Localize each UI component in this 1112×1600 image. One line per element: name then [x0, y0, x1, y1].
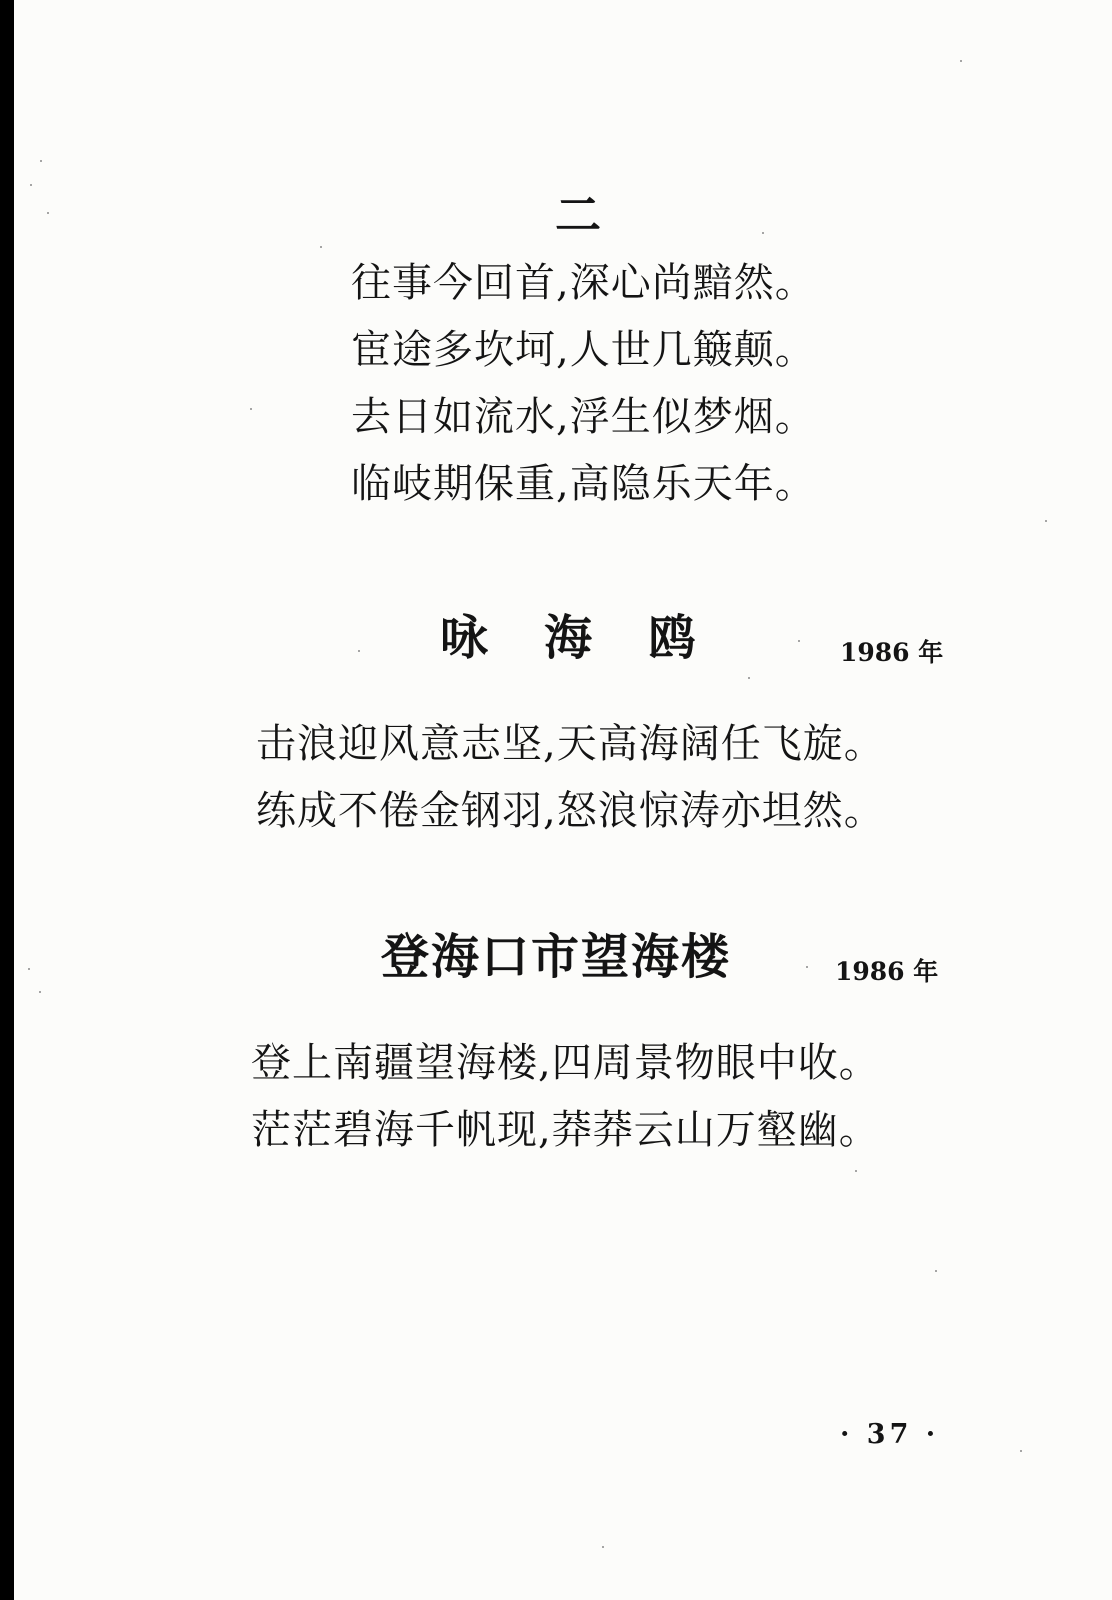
- poem-line: 临岐期保重,高隐乐天年。: [351, 461, 816, 507]
- poem-title: 咏海鸥: [440, 610, 753, 666]
- scan-speck: [798, 640, 800, 642]
- scan-speck: [748, 677, 750, 679]
- scan-speck: [1045, 520, 1047, 522]
- poem-line: 练成不倦金钢羽,怒浪惊涛亦坦然。: [256, 788, 885, 834]
- poem-line: 登上南疆望海楼,四周景物眼中收。: [251, 1040, 880, 1086]
- scan-speck: [47, 212, 49, 214]
- scan-speck: [762, 232, 764, 234]
- scan-speck: [602, 1546, 604, 1548]
- scan-speck: [39, 991, 41, 993]
- poem-year: 1986 年: [835, 957, 939, 986]
- scan-speck: [806, 966, 808, 968]
- scan-speck: [935, 1270, 937, 1272]
- poem-line: 茫茫碧海千帆现,莽莽云山万壑幽。: [251, 1107, 880, 1153]
- section-number: 二: [555, 188, 601, 242]
- poem-title: 登海口市望海楼: [381, 929, 732, 985]
- scan-edge: [0, 0, 14, 1600]
- poem-line: 宦途多坎坷,人世几簸颠。: [351, 327, 816, 373]
- poem-line: 去日如流水,浮生似梦烟。: [351, 394, 816, 440]
- scan-speck: [358, 650, 360, 652]
- scan-speck: [28, 968, 30, 970]
- scan-speck: [960, 60, 962, 62]
- scan-speck: [250, 408, 252, 410]
- scan-speck: [855, 1170, 857, 1172]
- poem-line: 往事今回首,深心尚黯然。: [351, 260, 816, 306]
- scan-speck: [1020, 1450, 1022, 1452]
- poem-line: 击浪迎风意志坚,天高海阔任飞旋。: [256, 721, 885, 767]
- poem-year: 1986 年: [840, 638, 944, 667]
- scan-speck: [30, 184, 32, 186]
- scan-speck: [40, 160, 42, 162]
- scan-speck: [320, 246, 322, 248]
- page-number: · 37 ·: [840, 1419, 940, 1450]
